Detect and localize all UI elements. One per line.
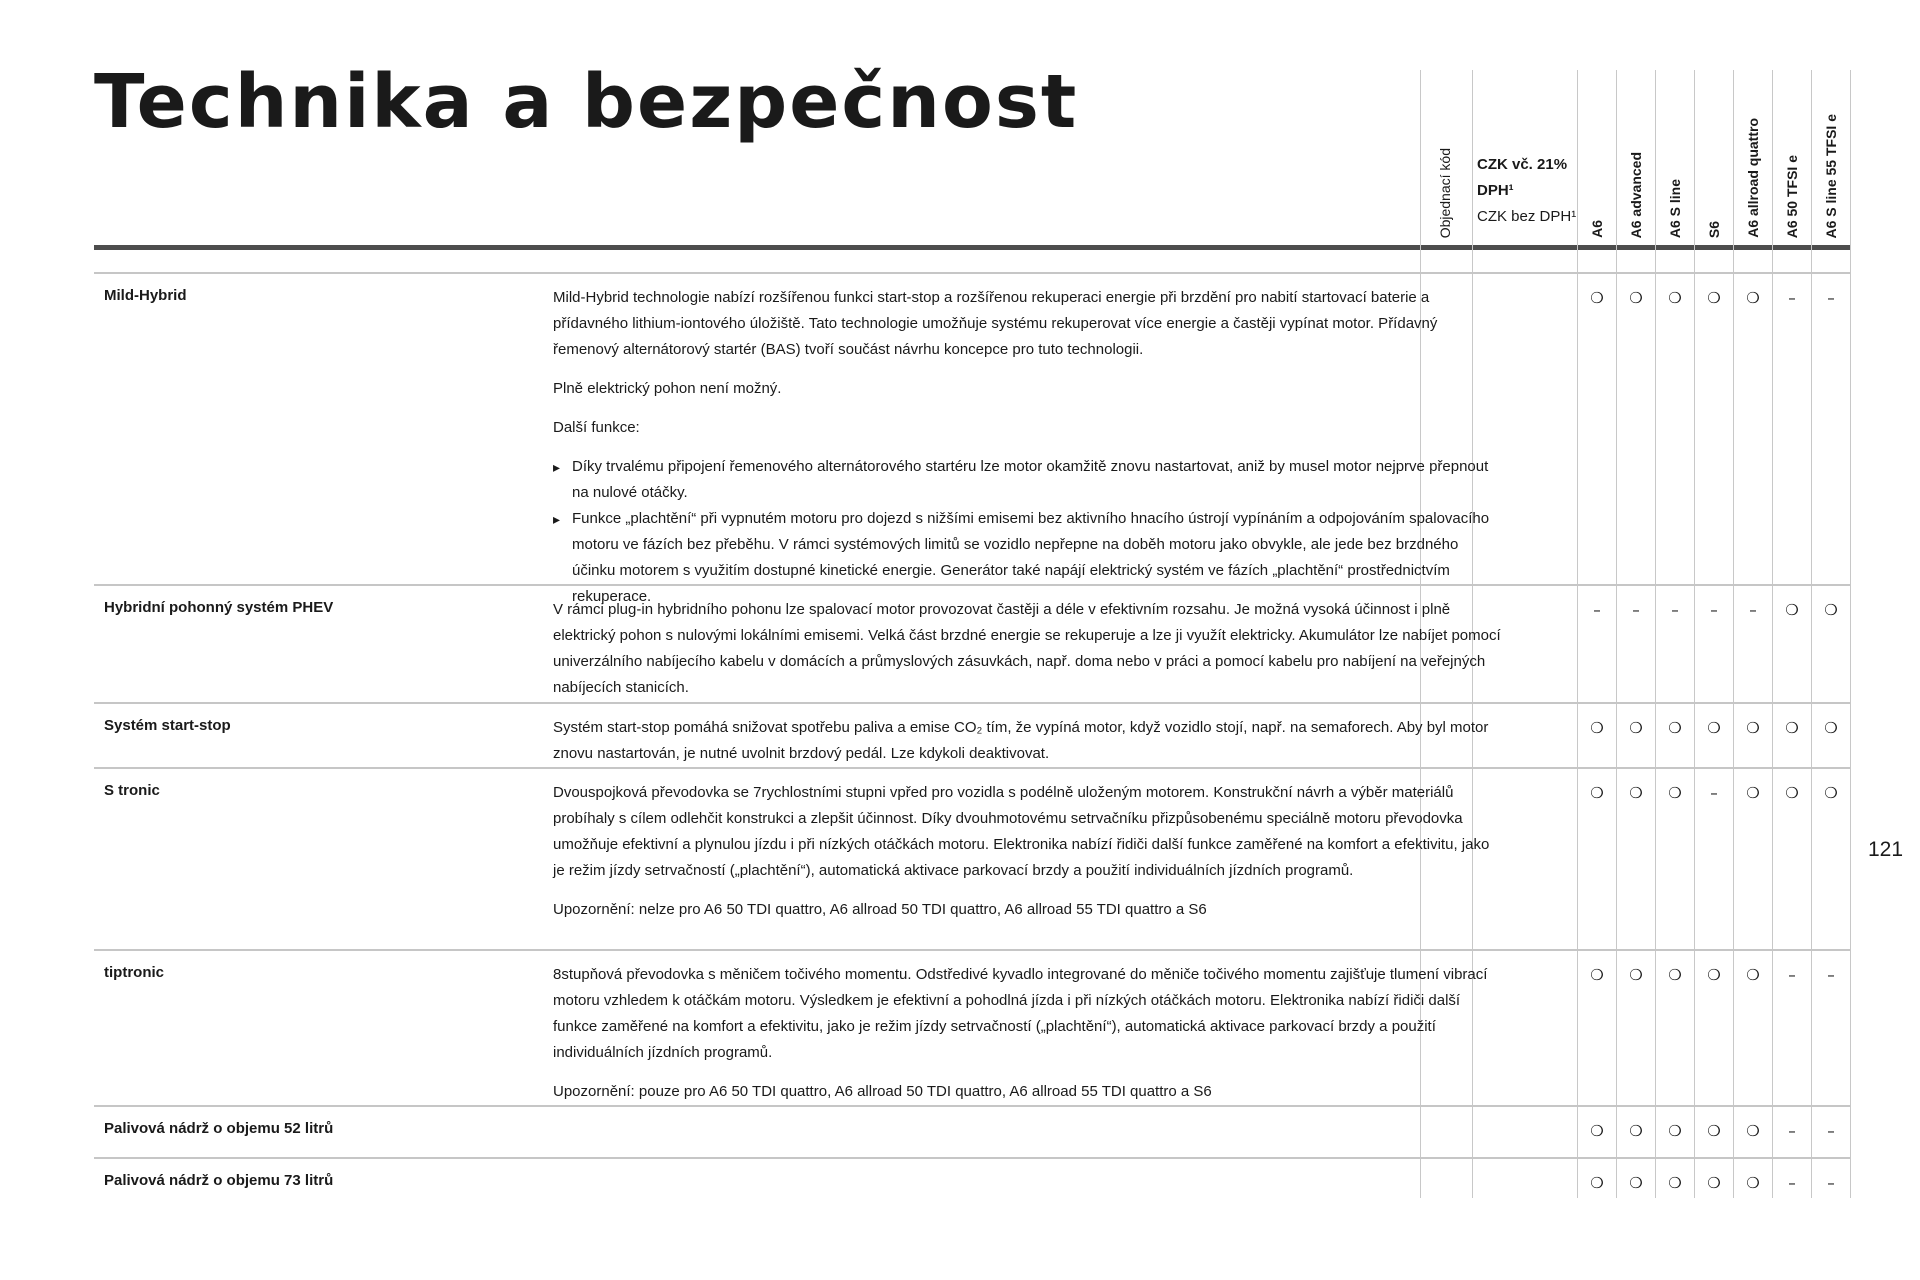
price-header-line3: CZK bez DPH¹ xyxy=(1477,208,1577,225)
column-divider xyxy=(1850,70,1851,1198)
table-row-tiptronic xyxy=(94,950,1850,1106)
price-header-line2: DPH¹ xyxy=(1477,182,1514,199)
table-row-mild-hybrid xyxy=(94,273,1850,605)
availability-a6-50-tfsi-e: ❍ xyxy=(1785,601,1799,619)
availability-a6-allroad-quattro: ❍ xyxy=(1746,719,1760,737)
availability-a6-s-line: ❍ xyxy=(1668,1122,1682,1140)
availability-a6-s-line: ❍ xyxy=(1668,784,1682,802)
description-paragraph: 8stupňová převodovka s měničem točivého momentu. Odstředivé kyvadlo integrované do měniče točivého momentu zajišťuje tlumení vibrací motoru vzhledem k otáčkám motoru. Výsledkem je efektivní a pohodlná jízda i při nízkých otáčkách motoru. Elektronika nabízí řidiči další funkce zaměřené na komfort a efektivitu, jako je režim jízdy setrvačností („plachtění“), automatická aktivace parkovací brzdy a použití individuálních jízdních programů. xyxy=(553,966,1488,1061)
column-header-s6: S6 xyxy=(1706,220,1722,238)
table-row-phev xyxy=(94,585,1850,703)
feature-description xyxy=(553,780,1503,923)
bullet-item: ▸ Díky trvalému připojení řemenového alternátorového startéru lze motor okamžitě znovu nastartovat, aniž by musel motor nejprve přepnout na nulové otáčky. xyxy=(553,454,1503,506)
feature-description xyxy=(553,285,1503,610)
column-header-order-code: Objednací kód xyxy=(1437,147,1453,238)
description-paragraph: V rámci plug-in hybridního pohonu lze spalovací motor provozovat častěji a déle v efektivním rozsahu. Je možná vysoká účinnost i plně elektrický pohon s nulovými lokálními emisemi. Velká část brzdné energie se rekuperuje a lze ji využít elektricky. Akumulátor lze nabíjet pomocí univerzálního nabíjecího kabelu v domácích a průmyslových zásuvkách, např. doma nebo v práci a pomocí kabelu pro nabíjení na veřejných nabíjecích stanicích. xyxy=(553,601,1501,696)
column-header-price xyxy=(1477,152,1582,230)
column-header-a6-50-tfsi-e: A6 50 TFSI e xyxy=(1784,154,1800,238)
availability-a6-advanced: – xyxy=(1632,601,1640,619)
page-number: 121 xyxy=(1868,838,1904,861)
availability-a6-50-tfsi-e: – xyxy=(1788,966,1796,984)
availability-a6-s-line: ❍ xyxy=(1668,289,1682,307)
price-header-line1: CZK vč. 21% xyxy=(1477,156,1568,173)
description-paragraph: Plně elektrický pohon není možný. xyxy=(553,380,782,397)
availability-s6: ❍ xyxy=(1707,289,1721,307)
availability-a6-s-line: ❍ xyxy=(1668,719,1682,737)
availability-a6-s-line-55-tfsi-e: ❍ xyxy=(1824,601,1838,619)
feature-description xyxy=(553,715,1503,767)
feature-description xyxy=(553,962,1503,1105)
availability-s6: ❍ xyxy=(1707,1122,1721,1140)
feature-name: Hybridní pohonný systém PHEV xyxy=(104,599,334,616)
availability-a6-advanced: ❍ xyxy=(1629,784,1643,802)
description-paragraph: Mild-Hybrid technologie nabízí rozšířenou funkci start-stop a rozšířenou rekuperaci energie při brzdění pro nabití startovací baterie a přídavného lithium-iontového úložiště. Tato technologie umožňuje systému rekuperovat více energie a častěji vypínat motor. Přídavný řemenový alternátorový startér (BAS) tvoří součást návrhu koncepce pro tuto technologii. xyxy=(553,289,1438,358)
feature-description xyxy=(553,597,1503,701)
availability-a6-s-line-55-tfsi-e: – xyxy=(1827,1174,1835,1192)
availability-a6: ❍ xyxy=(1590,784,1604,802)
availability-a6-allroad-quattro: ❍ xyxy=(1746,289,1760,307)
feature-name: tiptronic xyxy=(104,964,164,981)
availability-s6: – xyxy=(1710,601,1718,619)
feature-name: Palivová nádrž o objemu 52 litrů xyxy=(104,1120,334,1137)
availability-a6-s-line-55-tfsi-e: – xyxy=(1827,289,1835,307)
availability-a6-50-tfsi-e: – xyxy=(1788,289,1796,307)
availability-a6-allroad-quattro: ❍ xyxy=(1746,1122,1760,1140)
availability-a6: ❍ xyxy=(1590,289,1604,307)
availability-a6-s-line: ❍ xyxy=(1668,966,1682,984)
column-header-a6-advanced: A6 advanced xyxy=(1628,151,1644,238)
availability-a6-advanced: ❍ xyxy=(1629,1174,1643,1192)
column-header-a6-s-line: A6 S line xyxy=(1667,178,1683,238)
feature-name: Systém start-stop xyxy=(104,717,231,734)
availability-a6-allroad-quattro: ❍ xyxy=(1746,1174,1760,1192)
feature-name: S tronic xyxy=(104,782,160,799)
availability-s6: ❍ xyxy=(1707,966,1721,984)
description-paragraph: Upozornění: pouze pro A6 50 TDI quattro, A6 allroad 50 TDI quattro, A6 allroad 55 TDI quattro a S6 xyxy=(553,1083,1212,1100)
feature-name: Palivová nádrž o objemu 73 litrů xyxy=(104,1172,334,1189)
availability-a6-allroad-quattro: – xyxy=(1749,601,1757,619)
description-subheading: Další funkce: xyxy=(553,419,640,436)
availability-a6-advanced: ❍ xyxy=(1629,719,1643,737)
page-title: Technika a bezpečnost xyxy=(94,59,1079,145)
availability-a6-s-line-55-tfsi-e: ❍ xyxy=(1824,784,1838,802)
availability-a6-50-tfsi-e: ❍ xyxy=(1785,784,1799,802)
availability-a6-s-line: ❍ xyxy=(1668,1174,1682,1192)
availability-a6: ❍ xyxy=(1590,719,1604,737)
availability-a6: – xyxy=(1593,601,1601,619)
availability-a6-allroad-quattro: ❍ xyxy=(1746,966,1760,984)
table-row-s-tronic xyxy=(94,768,1850,950)
availability-a6-50-tfsi-e: – xyxy=(1788,1122,1796,1140)
availability-a6-s-line-55-tfsi-e: – xyxy=(1827,966,1835,984)
description-paragraph: Dvouspojková převodovka se 7rychlostními stupni vpřed pro vozidla s podélně uloženým motorem. Konstrukční návrh a výběr materiálů probíhaly s cílem odlehčit konstrukci a zlepšit účinnost. Díky dvouhmotovému setrvačníku přizpůsobenému speciálně motoru převodovka umožňuje efektivní a plynulou jízdu i při nízkých otáčkách motoru. Elektronika nabízí řidiči další funkce zaměřené na komfort a efektivitu, jako je režim jízdy setrvačností („plachtění“), automatická aktivace parkovací brzdy a použití individuálních jízdních programů. xyxy=(553,784,1490,879)
description-paragraph: Systém start-stop pomáhá snižovat spotřebu paliva a emise CO₂ tím, že vypíná motor, když vozidlo stojí, např. na semaforech. Aby byl motor znovu nastartován, je nutné uvolnit brzdový pedál. Lze kdykoli deaktivovat. xyxy=(553,719,1489,762)
availability-a6-advanced: ❍ xyxy=(1629,289,1643,307)
availability-a6-s-line-55-tfsi-e: ❍ xyxy=(1824,719,1838,737)
feature-name: Mild-Hybrid xyxy=(104,287,187,304)
availability-a6-allroad-quattro: ❍ xyxy=(1746,784,1760,802)
table-row-fuel-tank-52 xyxy=(94,1106,1850,1158)
description-paragraph: Upozornění: nelze pro A6 50 TDI quattro, A6 allroad 50 TDI quattro, A6 allroad 55 TDI quattro a S6 xyxy=(553,901,1207,918)
availability-a6: ❍ xyxy=(1590,966,1604,984)
availability-a6: ❍ xyxy=(1590,1122,1604,1140)
availability-s6: ❍ xyxy=(1707,1174,1721,1192)
bullet-item: ▸ Funkce „plachtění“ při vypnutém motoru pro dojezd s nižšími emisemi bez aktivního hnacího ústrojí vypínáním a odpojováním spalovacího motoru ve fázích bez přeběhu. V rámci systémových limitů se vozidlo nepřepne na doběh motoru jako obvykle, ale jede bez brzdného účinku motorem s využitím dostupné kinetické energie. Generátor také napájí elektrický systém ve fázích „plachtění“ prostřednictvím rekuperace. xyxy=(553,506,1503,610)
column-header-a6-allroad-quattro: A6 allroad quattro xyxy=(1745,118,1761,238)
table-row-start-stop xyxy=(94,703,1850,768)
table-row-fuel-tank-73 xyxy=(94,1158,1850,1198)
availability-a6-s-line-55-tfsi-e: – xyxy=(1827,1122,1835,1140)
column-header-a6-s-line-55-tfsi-e: A6 S line 55 TFSI e xyxy=(1823,113,1839,238)
availability-a6-advanced: ❍ xyxy=(1629,1122,1643,1140)
availability-a6-50-tfsi-e: – xyxy=(1788,1174,1796,1192)
availability-a6-s-line: – xyxy=(1671,601,1679,619)
availability-s6: – xyxy=(1710,784,1718,802)
availability-s6: ❍ xyxy=(1707,719,1721,737)
availability-a6-50-tfsi-e: ❍ xyxy=(1785,719,1799,737)
column-header-a6: A6 xyxy=(1589,220,1605,238)
availability-a6: ❍ xyxy=(1590,1174,1604,1192)
header-rule xyxy=(94,245,1850,250)
availability-a6-advanced: ❍ xyxy=(1629,966,1643,984)
